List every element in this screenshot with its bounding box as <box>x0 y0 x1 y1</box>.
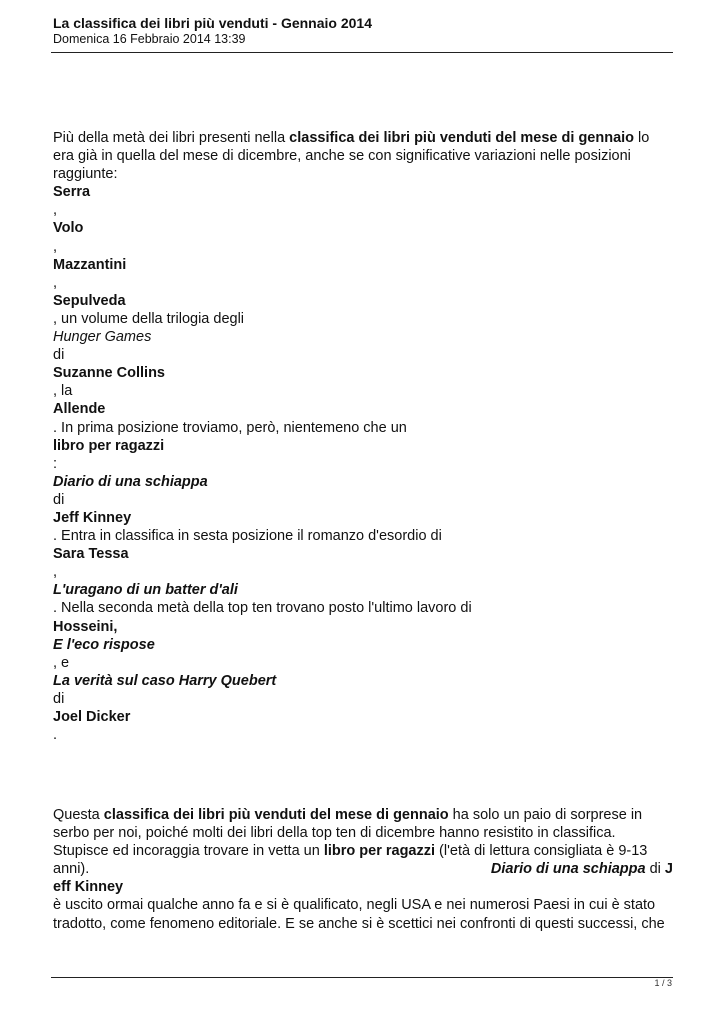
text-run: Stupisce ed incoraggia trovare in vetta un <box>53 843 324 860</box>
text-line: di <box>53 491 65 508</box>
author-volo <box>53 219 673 237</box>
text-run: lo <box>634 130 650 146</box>
bold-phrase: classifica dei libri più venduti del mese di gennaio <box>103 807 449 823</box>
second-line-3 <box>53 842 673 860</box>
separator: , <box>53 274 58 291</box>
italic-title: Hunger Games <box>53 329 152 346</box>
title-verita <box>53 672 673 690</box>
second-line-6: è uscito ormai qualche anno fa e si è qualificato, negli USA e nei numerosi Paesi in cui è stato <box>53 897 656 914</box>
second-line-5 <box>53 878 673 896</box>
bold-italic-title: L'uragano di un batter d'ali <box>53 582 238 599</box>
title-hunger-games <box>53 328 673 346</box>
author-serra <box>53 183 673 201</box>
author-hosseini <box>53 618 673 636</box>
author-kinney <box>53 509 673 527</box>
bold-name: Sara Tessa <box>53 546 129 563</box>
second-line-2: serbo per noi, poiché molti dei libri della top ten di dicembre hanno resistito in classifica. <box>53 825 616 842</box>
bold-name: Jeff Kinney <box>53 509 132 526</box>
bold-italic-title: Diario di una schiappa <box>490 861 646 878</box>
bold-phrase: libro per ragazzi <box>53 437 165 454</box>
text-line: di <box>53 347 65 364</box>
bold-name: Serra <box>53 184 91 201</box>
text-line: di <box>53 690 65 707</box>
bold-name: Allende <box>53 401 106 418</box>
bold-name: Volo <box>53 220 84 237</box>
text-run-group <box>491 860 673 878</box>
separator: . <box>53 727 58 744</box>
title-diario <box>53 473 673 491</box>
bold-name: J <box>664 861 673 878</box>
bold-name: Suzanne Collins <box>53 365 165 382</box>
separator: , <box>53 238 58 255</box>
text-run: Questa <box>53 807 104 823</box>
text-run: Più della metà dei libri presenti nella <box>53 130 290 146</box>
text-line: , un volume della trilogia degli <box>53 310 245 327</box>
author-tessa <box>53 545 673 563</box>
bold-name: Mazzantini <box>53 256 127 273</box>
bold-name: eff Kinney <box>53 879 124 896</box>
second-line-4 <box>53 860 673 878</box>
separator: , <box>53 564 58 581</box>
intro-paragraph <box>53 129 673 744</box>
libro-per-ragazzi <box>53 437 673 455</box>
article-date: Domenica 16 Febbraio 2014 13:39 <box>53 32 246 46</box>
author-mazzantini <box>53 256 673 274</box>
second-line-1 <box>53 806 673 824</box>
page-number: 1 / 3 <box>654 978 672 988</box>
bold-name: Hosseini, <box>53 618 118 635</box>
text-run: (l'età di lettura consigliata è 9-13 <box>435 843 648 860</box>
text-line: . Entra in classifica in sesta posizione il romanzo d'esordio di <box>53 528 442 545</box>
separator: : <box>53 455 58 472</box>
author-dicker <box>53 708 673 726</box>
intro-line-1 <box>53 129 673 147</box>
title-uragano <box>53 581 673 599</box>
author-collins <box>53 364 673 382</box>
author-sepulveda <box>53 292 673 310</box>
footer-divider <box>51 977 673 978</box>
author-allende <box>53 400 673 418</box>
text-line: . Nella seconda metà della top ten trovano posto l'ultimo lavoro di <box>53 600 472 617</box>
text-line: , e <box>53 654 70 671</box>
bold-name: Joel Dicker <box>53 709 131 725</box>
intro-line-3: raggiunte: <box>53 166 118 183</box>
page-title: La classifica dei libri più venduti - Gennaio 2014 <box>53 15 372 31</box>
second-paragraph <box>53 806 673 933</box>
text-line: . In prima posizione troviamo, però, nientemeno che un <box>53 419 407 436</box>
bold-italic-title: La verità sul caso Harry Quebert <box>53 672 277 689</box>
text-run: anni). <box>53 861 90 878</box>
bold-phrase: libro per ragazzi <box>323 843 436 860</box>
bold-name: Sepulveda <box>53 292 126 309</box>
bold-phrase: classifica dei libri più venduti del mese di gennaio <box>289 130 635 146</box>
separator: , <box>53 202 58 219</box>
intro-line-2: era già in quella del mese di dicembre, anche se con significative variazioni nelle posizioni <box>53 148 631 165</box>
bold-italic-title: E l'eco rispose <box>53 636 155 653</box>
second-line-7: tradotto, come fenomeno editoriale. E se anche si è scettici nei confronti di questi successi, che <box>53 915 665 932</box>
header-divider <box>51 52 673 53</box>
title-eco <box>53 636 673 654</box>
text-run: di <box>645 861 665 878</box>
text-line: , la <box>53 383 73 400</box>
text-run: ha solo un paio di sorprese in <box>448 807 643 823</box>
bold-italic-title: Diario di una schiappa <box>53 473 208 490</box>
